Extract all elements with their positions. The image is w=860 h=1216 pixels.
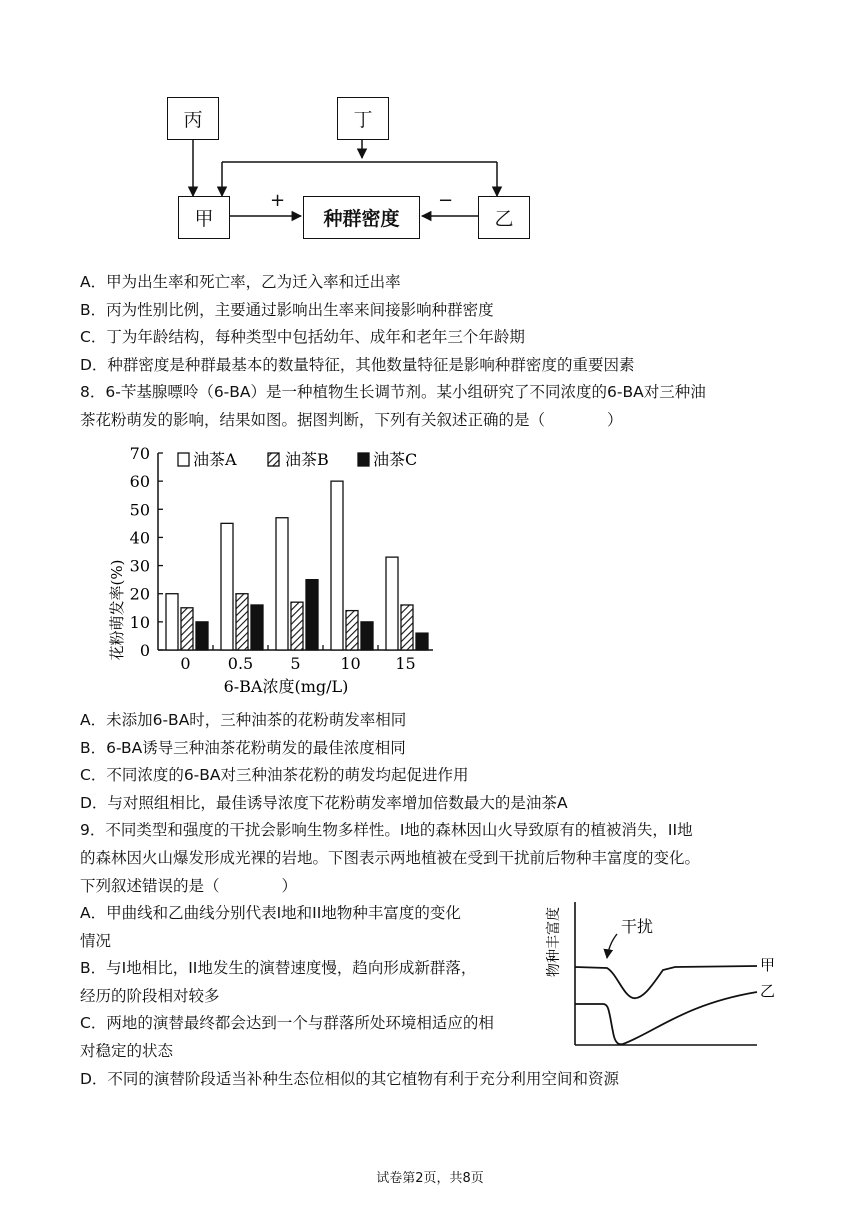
species-richness-chart	[545, 892, 790, 1054]
page-footer: 试卷第2页，共8页	[376, 1171, 484, 1186]
bar-a	[166, 594, 178, 650]
q8-option-a: A．未添加6-BA时，三种油茶的花粉萌发率相同	[80, 711, 407, 729]
y-tick-label: 50	[129, 500, 150, 520]
q9-option-d: D．不同的演替阶段适当补种生态位相似的其它植物有利于充分利用空间和资源	[80, 1070, 619, 1088]
x-tick-label: 10	[340, 654, 361, 673]
legend-swatch-b	[268, 453, 279, 466]
node-yi: 乙	[478, 196, 530, 239]
q7-option-b: B．丙为性别比例，主要通过影响出生率来间接影响种群密度	[80, 301, 494, 319]
q9-option-b: B．与I地相比，II地发生的演替速度慢，趋向形成新群落，	[80, 959, 477, 977]
x-tick-label: 15	[395, 654, 416, 673]
q9-option-c-cont: 对稳定的状态	[80, 1042, 174, 1060]
y-tick-label: 60	[129, 472, 150, 492]
curve-jia	[575, 966, 757, 998]
bar-b	[236, 594, 248, 650]
bar-c	[196, 622, 208, 650]
disturbance-label: 干扰	[621, 917, 654, 936]
richness-y-axis-label: 物种丰富度	[546, 907, 562, 977]
x-axis-label: 6-BA浓度(mg/L)	[223, 677, 349, 696]
bar-b	[346, 611, 358, 650]
bar-c	[306, 580, 318, 650]
node-jia: 甲	[178, 196, 230, 239]
x-tick-label: 5	[290, 654, 301, 673]
q9-option-b-cont: 经历的阶段相对较多	[80, 987, 220, 1005]
curve-jia-label: 甲	[760, 956, 776, 974]
q9-option-c: C．两地的演替最终都会达到一个与群落所处环境相适应的相	[80, 1014, 494, 1032]
q7-option-a: A．甲为出生率和死亡率，乙为迁入率和迁出率	[80, 273, 401, 291]
legend-label-b: 油茶B	[285, 450, 329, 469]
q8-option-b: B．6-BA诱导三种油茶花粉萌发的最佳浓度相同	[80, 739, 406, 757]
q8-stem-line-2: 茶花粉萌发的影响，结果如图。据图判断，下列有关叙述正确的是（ ）	[80, 411, 623, 429]
bar-b	[291, 602, 303, 650]
x-tick-label: 0	[180, 654, 191, 673]
node-ding: 丁	[337, 97, 389, 140]
bar-a	[221, 523, 233, 650]
curve-yi-label: 乙	[760, 982, 776, 1000]
y-axis-label: 花粉萌发率(%)	[108, 559, 126, 661]
y-tick-label: 10	[129, 612, 150, 632]
q8-option-c: C．不同浓度的6-BA对三种油茶花粉的萌发均起促进作用	[80, 766, 469, 784]
q9-option-a-cont: 情况	[80, 932, 112, 950]
legend-swatch-a	[178, 453, 189, 466]
bar-a	[386, 557, 398, 650]
diagram-connectors	[0, 0, 860, 250]
plus-sign: +	[270, 190, 286, 211]
x-tick-label: 0.5	[227, 654, 254, 673]
q7-option-d: D．种群密度是种群最基本的数量特征，其他数量特征是影响种群密度的重要因素	[80, 356, 635, 374]
q9-option-a: A．甲曲线和乙曲线分别代表I地和II地物种丰富度的变化	[80, 904, 461, 922]
bar-a	[276, 518, 288, 650]
bar-c	[361, 622, 373, 650]
q9-stem-line-2: 的森林因火山爆发形成光裸的岩地。下图表示两地植被在受到干扰前后物种丰富度的变化。	[80, 849, 701, 867]
q9-stem-line-1: 9．不同类型和强度的干扰会影响生物多样性。I地的森林因山火导致原有的植被消失，II地	[80, 821, 693, 839]
bar-a	[331, 481, 343, 650]
y-tick-label: 40	[129, 528, 150, 548]
q8-option-d: D．与对照组相比，最佳诱导浓度下花粉萌发率增加倍数最大的是油茶A	[80, 794, 568, 812]
q9-stem-line-3: 下列叙述错误的是（ ）	[80, 877, 298, 895]
bar-b	[401, 605, 413, 650]
q8-stem-line-1: 8．6-苄基腺嘌呤（6-BA）是一种植物生长调节剂。某小组研究了不同浓度的6-BA对三种油	[80, 383, 706, 401]
minus-sign: −	[438, 190, 454, 211]
legend-label-a: 油茶A	[193, 450, 237, 469]
y-tick-label: 30	[129, 556, 150, 576]
bar-b	[181, 608, 193, 650]
node-population-density: 种群密度	[303, 196, 420, 239]
y-tick-label: 20	[129, 584, 150, 604]
pollen-germination-chart	[100, 440, 445, 702]
legend-swatch-c	[358, 453, 369, 466]
y-tick-label: 70	[129, 444, 150, 463]
legend-label-c: 油茶C	[373, 450, 418, 469]
bar-c	[251, 605, 263, 650]
curve-yi	[575, 992, 757, 1044]
q7-option-c: C．丁为年龄结构，每种类型中包括幼年、成年和老年三个年龄期	[80, 328, 525, 346]
disturbance-arrow	[607, 934, 617, 958]
bar-c	[416, 633, 428, 650]
node-bing: 丙	[167, 97, 219, 140]
y-tick-label: 0	[139, 641, 150, 660]
